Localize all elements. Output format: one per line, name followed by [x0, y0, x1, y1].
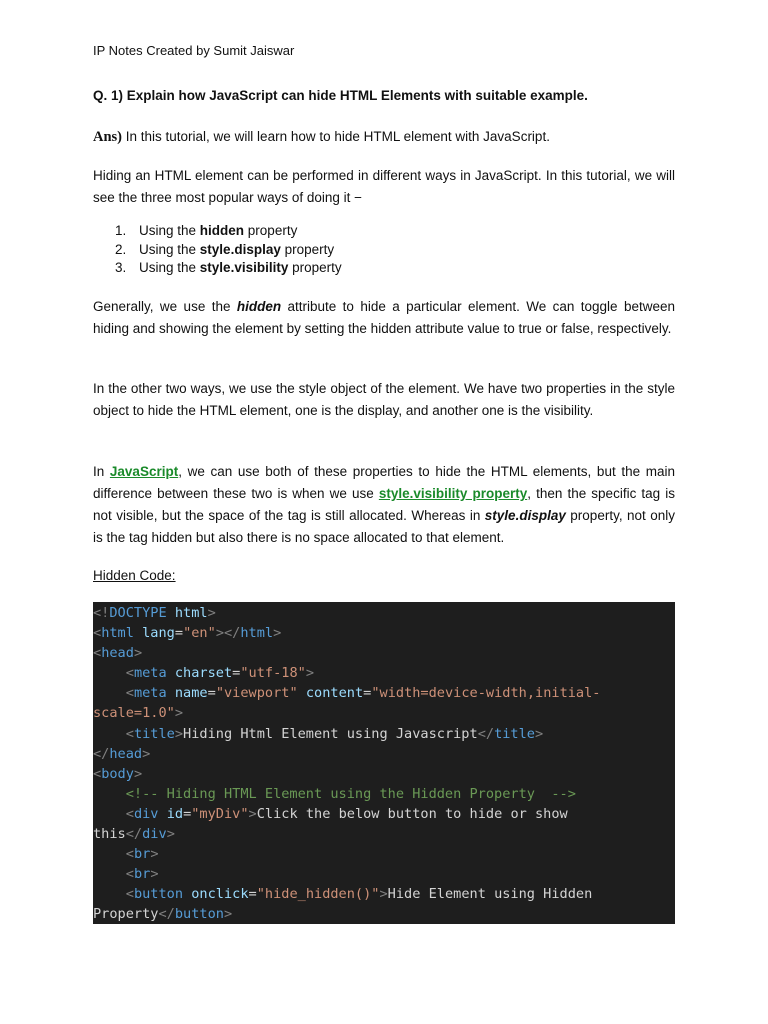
code-token	[183, 886, 191, 902]
list-item: 3. Using the style.visibility property	[115, 260, 342, 275]
code-line	[93, 744, 675, 764]
code-line	[93, 643, 675, 663]
list-item: 1. Using the hidden property	[115, 223, 298, 238]
code-token: id	[166, 805, 184, 822]
code-line	[93, 603, 675, 623]
code-token: br	[133, 866, 151, 883]
code-line	[93, 904, 675, 924]
style-object-paragraph: In the other two ways, we use the style object of the element. We have two properties in the style object to hide the HTML element, one is the display, and another one is the visibility.	[93, 381, 675, 418]
code-token: >	[207, 605, 216, 621]
code-token: >	[305, 665, 315, 682]
code-line	[93, 764, 675, 784]
code-token	[134, 625, 142, 641]
code-token: title	[133, 725, 175, 742]
list-item: 2. Using the style.display property	[115, 241, 335, 257]
code-token	[93, 886, 126, 902]
code-token: >	[273, 625, 282, 642]
code-token: =	[183, 805, 192, 822]
code-token: >	[150, 866, 159, 883]
code-token: Hiding Html Element using Javascript	[183, 725, 478, 742]
code-token: <	[125, 685, 134, 702]
code-line	[93, 683, 675, 703]
code-token: <	[93, 625, 102, 642]
code-token: =	[232, 665, 241, 682]
question-heading: Q. 1) Explain how JavaScript can hide HTML Elements with suitable example.	[93, 88, 588, 103]
code-token: "utf-18"	[240, 665, 306, 682]
intro-paragraph: Hiding an HTML element can be performed in different ways in JavaScript. In this tutorial, we will see the three most popular ways of doing it −	[93, 168, 675, 205]
code-token: onclick	[191, 886, 249, 903]
code-token	[93, 846, 126, 862]
code-token	[159, 806, 167, 822]
style-visibility-link[interactable]: style.visibility property	[378, 486, 528, 501]
code-token: title	[494, 725, 535, 742]
code-token: >	[133, 645, 143, 662]
code-token: >	[174, 725, 184, 742]
code-token: </	[125, 826, 143, 843]
code-token: >	[379, 886, 388, 903]
code-token: content	[305, 685, 364, 702]
code-token: <	[125, 725, 134, 742]
difference-paragraph: In JavaScript, we can use both of these properties to hide the HTML elements, but the main difference between these two is when we use style.visibility property, then the specific tag is not visible, but the space of the tag is still allocated. Whereas in style.display property, not only is the tag hidden but also there is no space allocated to that element.	[93, 464, 676, 545]
code-token: button	[174, 906, 224, 923]
code-token: meta	[133, 665, 167, 682]
code-line	[93, 844, 675, 864]
answer-intro	[93, 129, 550, 146]
code-token: meta	[133, 685, 167, 702]
code-token: Property	[93, 906, 159, 923]
code-token: DOCTYPE	[109, 605, 167, 621]
code-line	[93, 663, 675, 683]
code-token: <	[125, 805, 134, 822]
code-token: =	[174, 625, 184, 642]
code-token: Click the below button to hide or show	[256, 805, 568, 822]
code-token: ></	[215, 625, 241, 642]
code-token: "width=device-width,initial-	[371, 685, 601, 702]
code-token: >	[174, 705, 184, 722]
code-token: =	[207, 685, 216, 702]
code-token: <	[125, 886, 134, 903]
code-token: button	[133, 886, 184, 903]
code-token: >	[150, 846, 159, 863]
code-token: scale=1.0"	[93, 705, 175, 722]
code-token: </	[93, 745, 110, 762]
hidden-attribute-paragraph: Generally, we use the hidden attribute to hide a particular element. We can toggle between hiding and showing the element by setting the hidden attribute value to true or false, respectively.	[93, 299, 675, 336]
code-line	[93, 784, 675, 804]
code-token: head	[109, 745, 143, 762]
code-line	[93, 623, 675, 643]
code-token: body	[101, 765, 134, 782]
hidden-code-label: Hidden Code:	[93, 568, 176, 583]
code-token: >	[133, 765, 143, 782]
code-token: </	[477, 725, 495, 742]
methods-list	[93, 222, 342, 278]
code-token	[93, 665, 126, 681]
code-line	[93, 824, 675, 844]
code-token: html	[174, 605, 208, 621]
code-token: <	[125, 866, 134, 883]
code-token: >	[534, 725, 544, 742]
code-token	[167, 685, 175, 701]
code-token: "myDiv"	[191, 805, 249, 822]
code-token: "viewport"	[215, 685, 298, 702]
code-token	[298, 685, 306, 701]
code-token: div	[133, 805, 159, 822]
code-token	[93, 786, 126, 802]
code-token	[93, 866, 126, 882]
answer-text: In this tutorial, we will learn how to hide HTML element with JavaScript.	[122, 129, 550, 144]
code-token: this	[93, 826, 126, 843]
code-token: <	[93, 765, 102, 782]
code-token	[167, 665, 175, 681]
code-token: >	[248, 805, 257, 822]
code-token: name	[174, 685, 208, 702]
code-token: <	[125, 665, 134, 682]
code-line	[93, 724, 675, 744]
code-token: =	[248, 886, 257, 903]
code-line	[93, 864, 675, 884]
javascript-link[interactable]: JavaScript	[109, 464, 179, 479]
code-token: br	[133, 846, 151, 863]
code-block	[93, 602, 675, 924]
code-token: >	[142, 745, 151, 762]
code-token: "hide_hidden()"	[256, 886, 380, 903]
code-token: html	[240, 625, 274, 642]
code-token	[93, 726, 126, 742]
code-line	[93, 804, 675, 824]
code-token: </	[158, 906, 175, 923]
code-line	[93, 884, 675, 904]
code-token: html	[101, 625, 134, 642]
code-token: =	[363, 685, 372, 702]
answer-label: Ans)	[93, 129, 123, 145]
code-token: Hide Element using Hidden	[387, 886, 593, 903]
code-token: <!	[93, 605, 110, 621]
code-token: >	[166, 826, 175, 843]
code-token: <	[125, 846, 134, 863]
code-token: <!-- Hiding HTML Element using the Hidden Property -->	[125, 785, 576, 802]
page-header: IP Notes Created by Sumit Jaiswar	[93, 43, 295, 58]
code-token	[167, 605, 175, 621]
code-token: charset	[174, 665, 233, 682]
code-line	[93, 703, 675, 723]
code-token: lang	[142, 625, 175, 642]
code-token: div	[142, 826, 167, 843]
code-token: "en"	[183, 625, 216, 642]
code-token	[93, 685, 126, 701]
code-token: >	[223, 906, 233, 923]
code-token: head	[101, 645, 134, 662]
code-token: <	[93, 645, 102, 662]
code-token	[93, 806, 126, 822]
